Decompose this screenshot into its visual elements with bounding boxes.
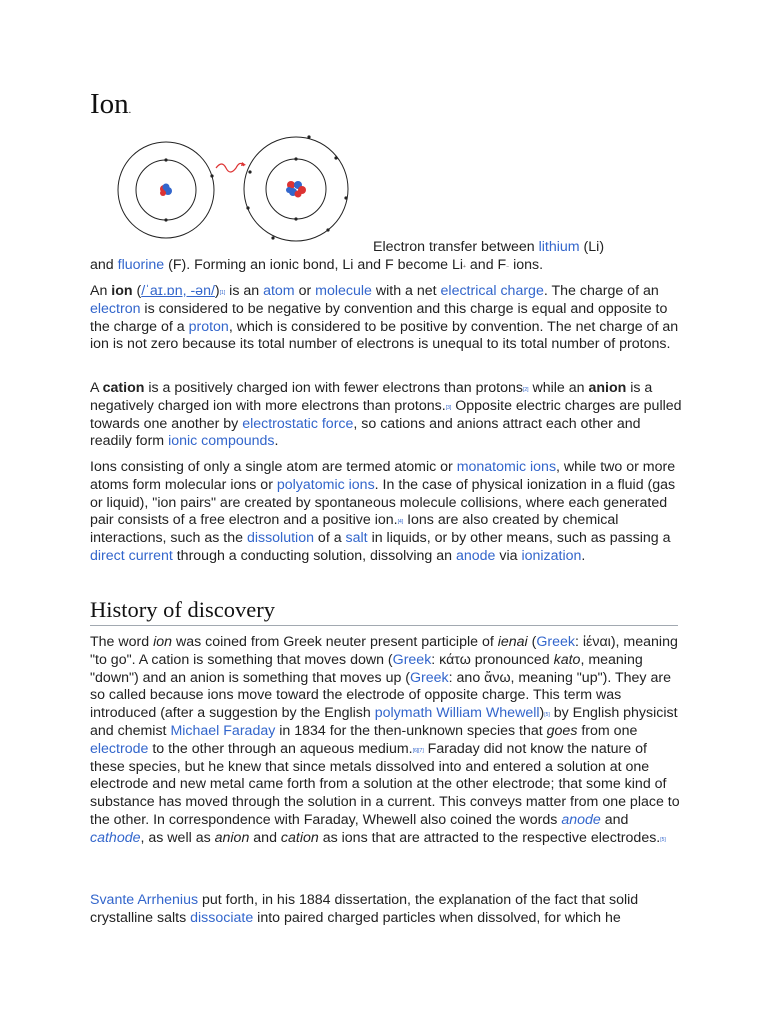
link-molecule[interactable]: molecule [315, 283, 372, 299]
link-polymath[interactable]: polymath [374, 705, 433, 722]
link-electrostatic-force[interactable]: electrostatic force [242, 415, 354, 432]
link-atom[interactable]: atom [263, 283, 295, 299]
link-dissociate[interactable]: dissociate [190, 909, 254, 926]
ref-6-7[interactable]: [6][7] [412, 747, 424, 754]
link-proton[interactable]: proton [188, 318, 229, 335]
figure-caption-continued: and fluorine (F). Forming an ionic bond, Li and F become Li+ and F− ions. [90, 257, 544, 273]
link-dissolution[interactable]: dissolution [246, 530, 314, 547]
link-cathode-word[interactable]: cathode [90, 829, 141, 846]
ref-5b[interactable]: [5] [660, 836, 666, 843]
link-greek-1[interactable]: Greek [536, 634, 576, 650]
section-heading-history: History of discovery [90, 597, 678, 626]
page-title: Ion. [90, 88, 132, 120]
link-pronunciation[interactable]: /ˈaɪ.ɒn, -ən/ [141, 283, 215, 299]
paragraph-arrhenius: Svante Arrhenius put forth, in his 1884 dissertation, the explanation of the fact that solid crystalline salts dissociate into paired charged particles when dissolved, for which he [90, 892, 639, 926]
paragraph-ion-types: Ions consisting of only a single atom are termed atomic or monatomic ions, while two or more atoms form molecular ions or polyatomic ions. In the case of physical ionization in a fluid (gas or liquid), "ion pairs" are created by spontaneous molecule collisions, where each generated pair consists of a free electron and a positive ion.[4] Ions are also created by chemical interactions, such as the dissolution of a salt in liquids, or by other means, such as passing a direct current through a conducting solution, dissolving an anode via ionization. [90, 459, 676, 564]
ref-1[interactable]: [1] [219, 290, 226, 296]
figure-caption: Electron transfer between lithium (Li) [373, 239, 605, 255]
link-greek-3[interactable]: Greek [410, 669, 449, 686]
link-anode[interactable]: anode [455, 547, 496, 564]
link-electrical-charge[interactable]: electrical charge [440, 283, 544, 299]
ref-3[interactable]: [3] [445, 404, 452, 411]
link-anode-word[interactable]: anode [561, 811, 601, 828]
link-salt[interactable]: salt [345, 530, 368, 547]
link-lithium[interactable]: lithium [538, 239, 580, 255]
ref-4[interactable]: [4] [397, 519, 404, 526]
ref-2[interactable]: [2] [522, 387, 529, 393]
link-direct-current[interactable]: direct current [90, 547, 173, 564]
link-svante-arrhenius[interactable]: Svante Arrhenius [90, 892, 199, 908]
link-ionic-compounds[interactable]: ionic compounds [168, 433, 275, 450]
link-electron[interactable]: electron [90, 300, 141, 317]
paragraph-intro: An ion (/ˈaɪ.ɒn, -ən/)[1] is an atom or molecule with a net electrical charge. The charge of an electron is considered to be negative by convention and this charge is equal and opposite to the charge of a proton, which is considered to be positive by convention. The net charge of an ion is not zero because its total number of electrons is unequal to its total number of protons. [90, 283, 679, 353]
link-michael-faraday[interactable]: Michael Faraday [170, 722, 276, 739]
link-greek-2[interactable]: Greek [392, 651, 432, 668]
link-monatomic-ions[interactable]: monatomic ions [456, 459, 557, 475]
paragraph-history: The word ion was coined from Greek neuter present participle of ienai (Greek: ἰέναι), meaning "to go". A cation is something that moves down (Greek: κάτω pronounced kato, meaning "down") and an anion is something that moves up (Greek: ano ἄνω, meaning "up"). They are so called because ions move toward the electrode of opposite charge. This term was introduced (after a suggestion by the English polymath William Whewell)[5] by English physicist and chemist Michael Faraday in 1834 for the then-unknown species that goes from one electrode to the other through an aqueous medium.[6][7] Faraday did not know the nature of these species, but he knew that since metals dissolved into and entered a solution at one electrode and new metal came forth from a solution at the other electrode; that some kind of substance has moved through the solution in a current. This conveys matter from one place to the other. In correspondence with Faraday, Whewell also coined the words anode and cathode, as well as anion and cation as ions that are attracted to the respective electrodes.[5] [90, 634, 680, 846]
ref-5[interactable]: [5] [544, 712, 550, 719]
link-fluorine[interactable]: fluorine [117, 257, 165, 273]
paragraph-cation-anion: A cation is a positively charged ion with fewer electrons than protons[2] while an anion is a negatively charged ion with more electrons than protons.[3] Opposite electric charges are pulled towards one another by electrostatic force, so cations and anions attract each other and readily form ionic compounds. [90, 380, 682, 450]
link-ionization[interactable]: ionization [521, 547, 582, 564]
link-electrode[interactable]: electrode [90, 740, 149, 757]
electron-transfer-diagram [108, 128, 358, 248]
link-polyatomic-ions[interactable]: polyatomic ions [276, 476, 375, 493]
link-william-whewell[interactable]: William Whewell [436, 705, 540, 722]
